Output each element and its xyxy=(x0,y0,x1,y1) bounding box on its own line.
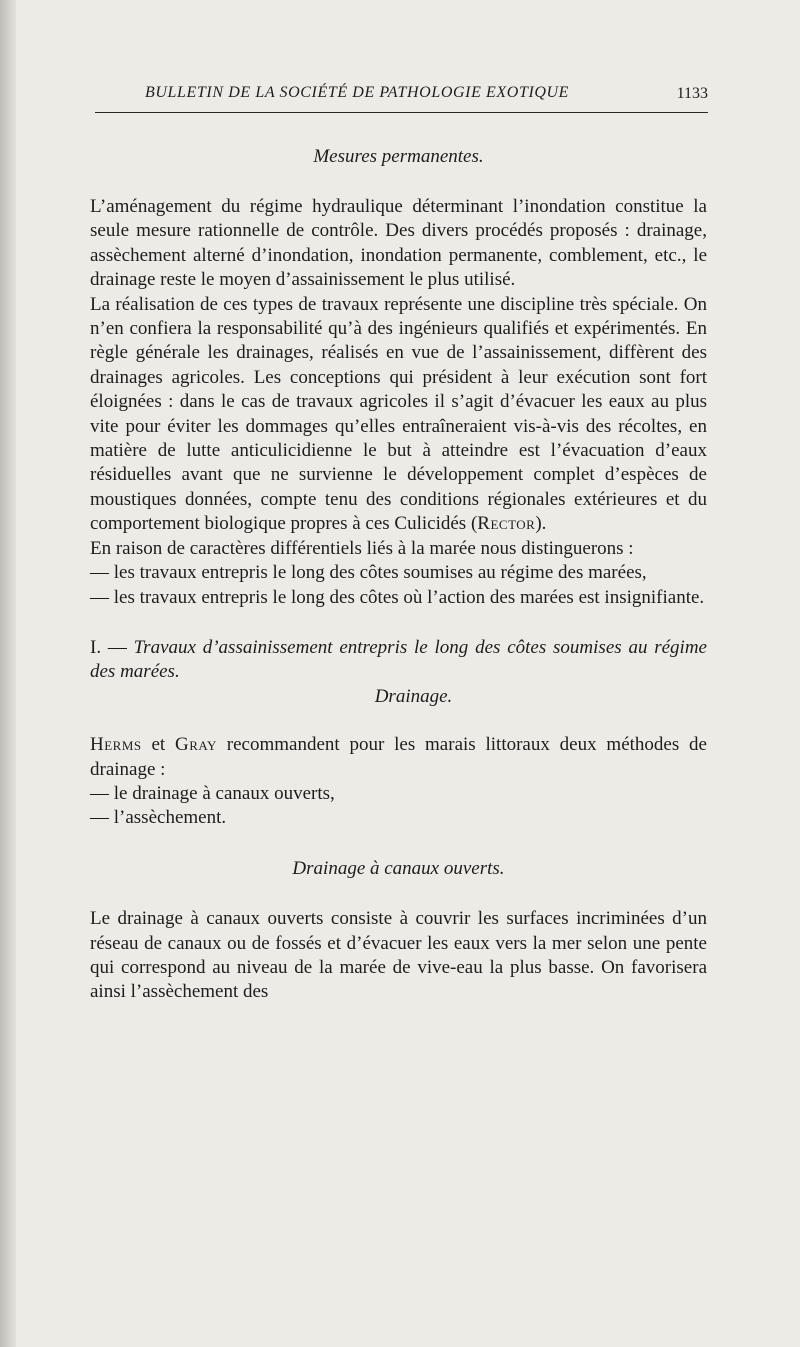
paragraph-4: Herms et Gray recommandent pour les marais littoraux deux méthodes de drainage : xyxy=(90,734,707,780)
author-herms: Herms xyxy=(90,734,142,756)
running-header xyxy=(95,82,708,113)
page-edge xyxy=(0,0,16,1347)
list-item-non-tidal: — les travaux entrepris le long des côtes où l’action des marées est insignifiante. xyxy=(90,586,705,608)
author-gray: Gray xyxy=(174,734,217,756)
list-item-tidal: — les travaux entrepris le long des côtes soumises au régime des marées, xyxy=(90,562,647,584)
paragraph-5: Le drainage à canaux ouverts consiste à couvrir les surfaces incriminées d’un réseau de canaux ou de fossés et d’évacuer les eaux vers la mer selon une pente qui correspond au niveau de la marée de vive-eau la plus basse. On favorisera ainsi l’assèchement des xyxy=(90,908,707,1003)
heading-open-channel-drainage: Drainage à canaux ouverts. xyxy=(292,857,505,879)
heading-permanent-measures: Mesures permanentes. xyxy=(313,146,484,167)
author-rector: Rector xyxy=(477,513,536,535)
page-number: 1133 xyxy=(676,85,708,102)
article-body xyxy=(90,145,707,1005)
heading-drainage: Drainage. xyxy=(374,685,453,707)
list-item-drying: — l’assèchement. xyxy=(90,807,227,829)
list-item-open-channels: — le drainage à canaux ouverts, xyxy=(90,782,335,804)
paragraph-1: L’aménagement du régime hydraulique déterminant l’inondation constitue la seule mesure rationnelle de contrôle. Des divers procédés proposés : drainage, assèchement alterné d’inondation, inondation permanente, comblement, etc., le drainage reste le moyen d’assainissement le plus utilisé. xyxy=(90,196,707,291)
paragraph-3: En raison de caractères différentiels liés à la marée nous distinguerons : xyxy=(90,537,634,559)
journal-title: BULLETIN DE LA SOCIÉTÉ DE PATHOLOGIE EXOTIQUE xyxy=(145,84,570,101)
paragraph-2: La réalisation de ces types de travaux représente une discipline très spéciale. On n’en confiera la responsabilité qu’à des ingénieurs qualifiés et expérimentés. En règle générale les drainages, réalisés en vue de l’assainissement, diffèrent des drainages agricoles. Les conceptions qui président à leur exécution sont fort éloignées : dans le cas de travaux agricoles il s’agit d’évacuer les eaux au plus vite pour éviter les dommages qu’elles entraîneraient vis-à-vis des récoltes, en matière de lutte anticulicidienne le but à atteindre est l’évacuation d’eaux résiduelles avant que ne survienne le développement complet d’espèces de moustiques données, compte tenu des conditions régionales extérieures et du comportement biologique propres à ces Culicidés (Rector). xyxy=(90,293,707,535)
section-1-title: I. — Travaux d’assainissement entrepris le long des côtes soumises au régime des marées. xyxy=(90,636,707,683)
